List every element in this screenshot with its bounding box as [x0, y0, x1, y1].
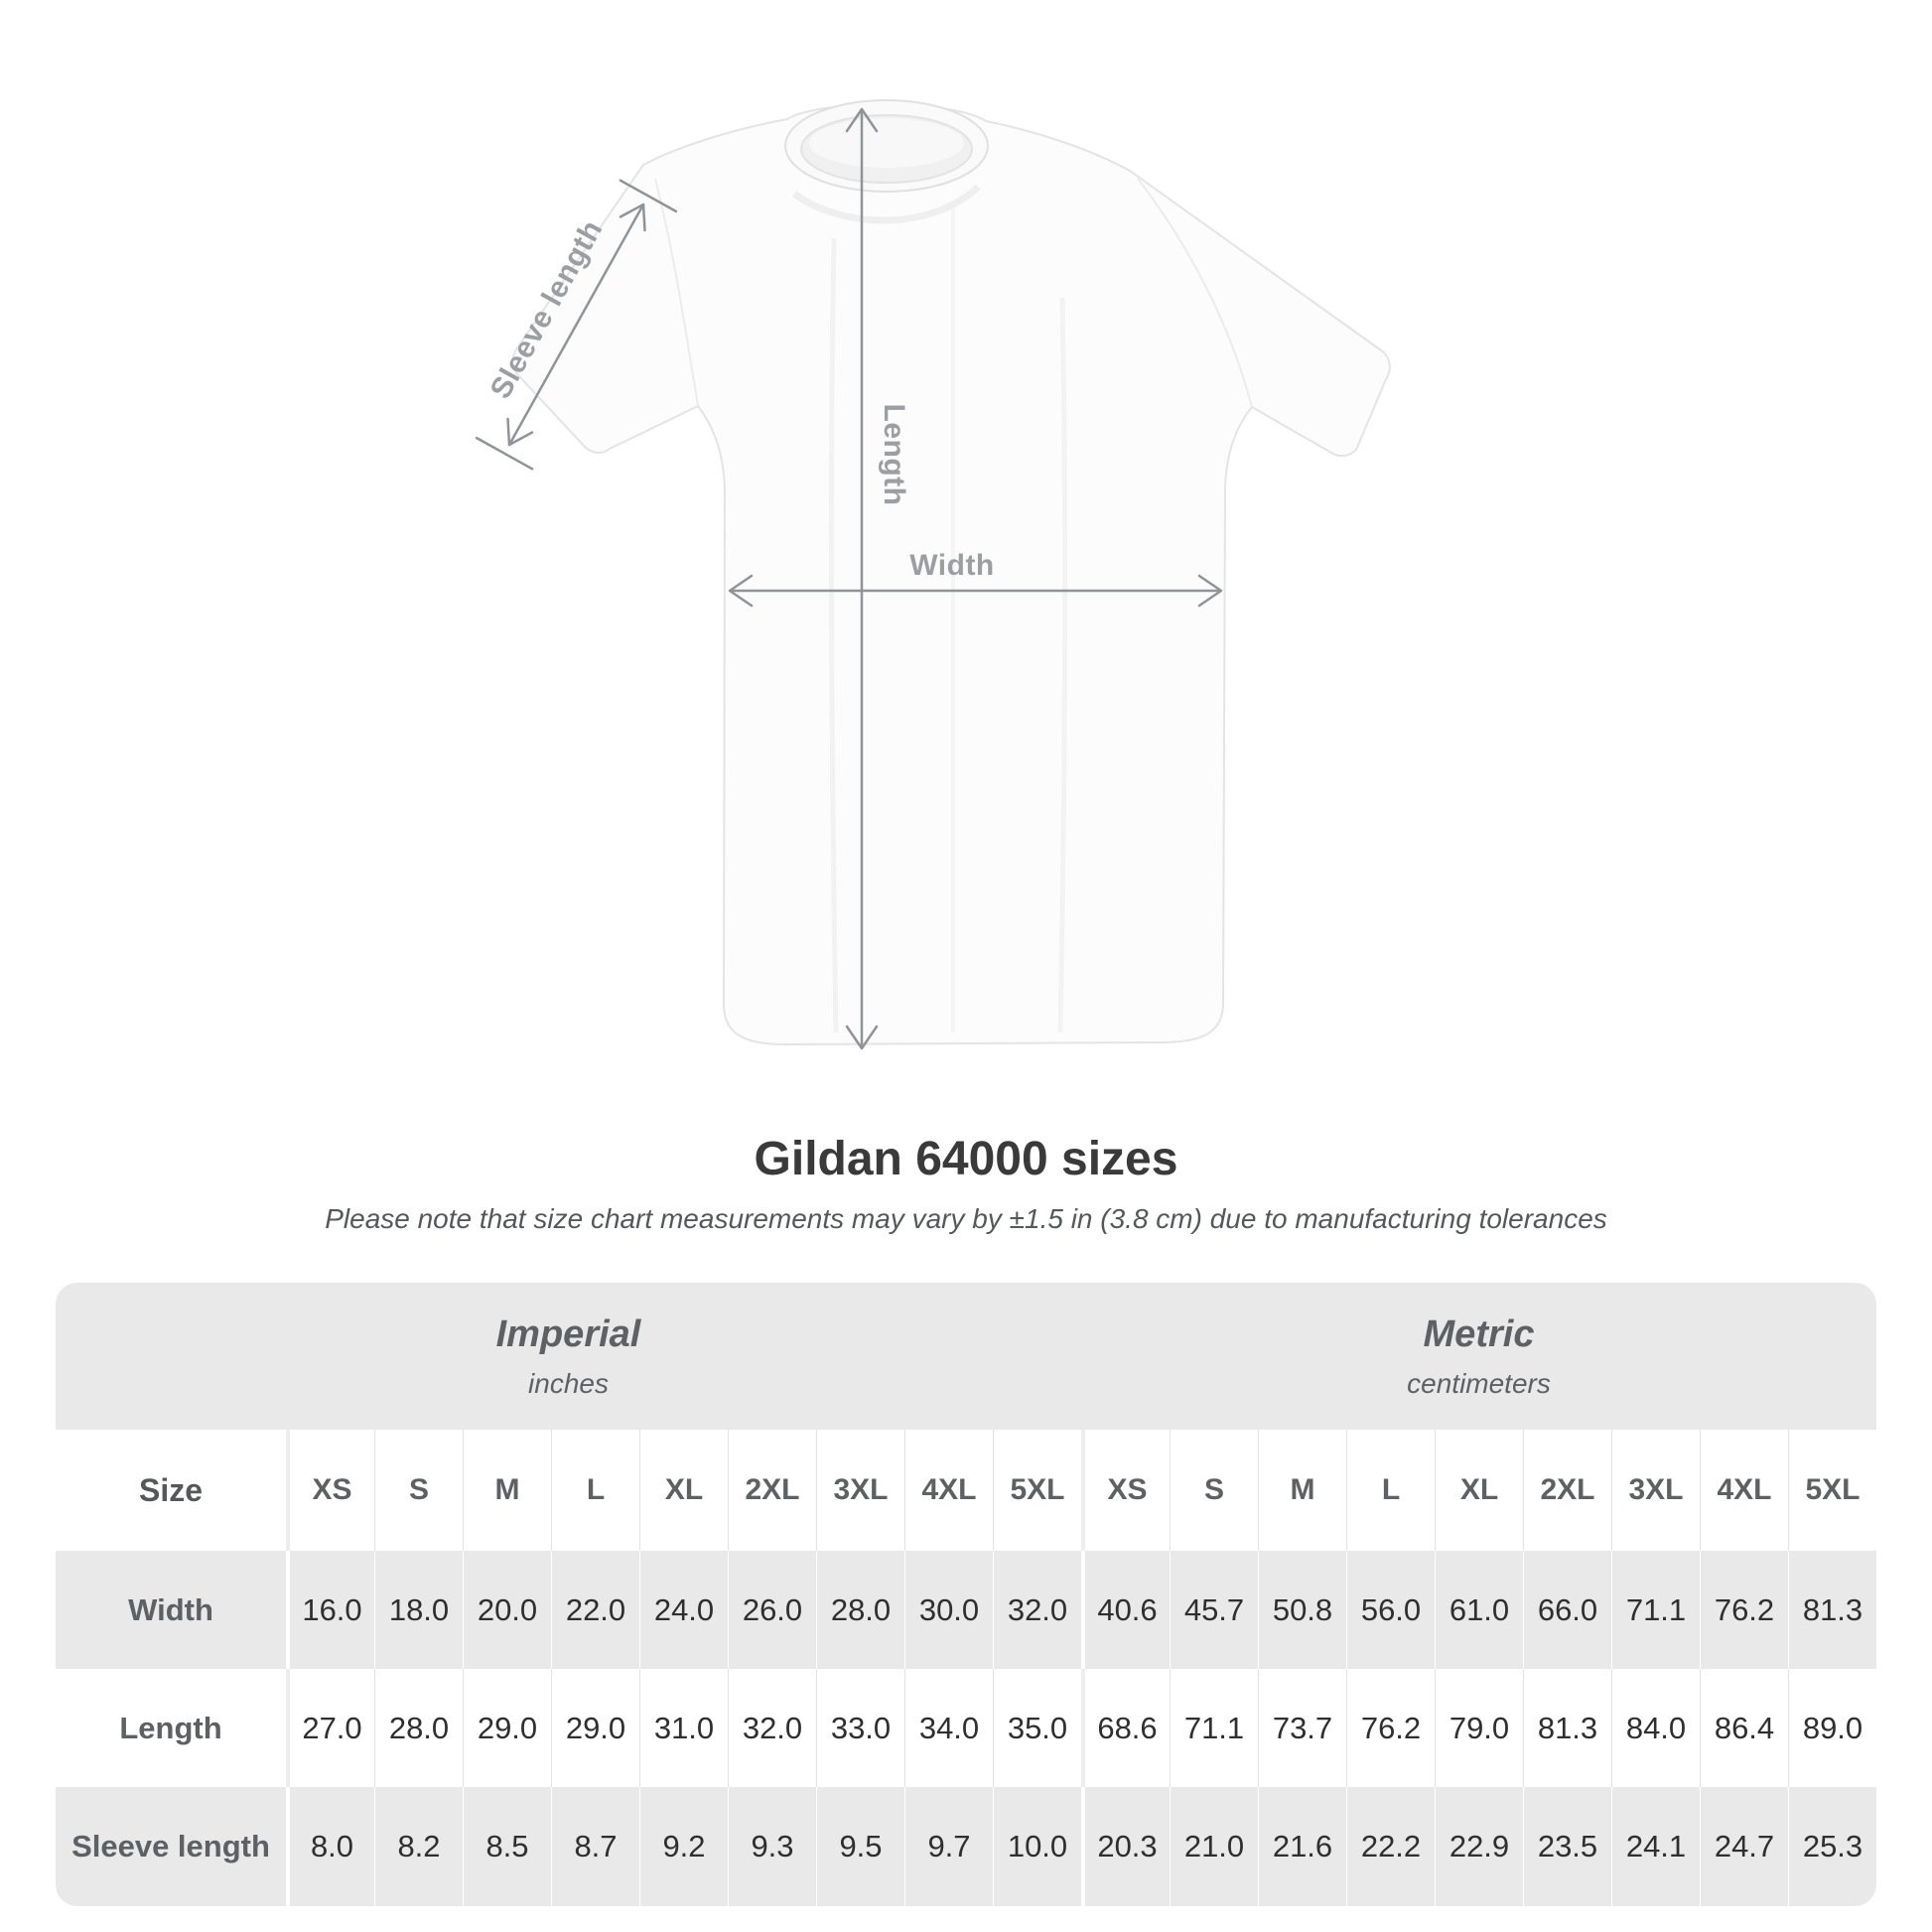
- cell-sleeve-length-imperial-3xl: 9.5: [816, 1787, 904, 1906]
- cell-length-metric-l: 76.2: [1346, 1669, 1435, 1787]
- sleeve-length-label: Sleeve length: [483, 214, 610, 405]
- cell-width-metric-xl: 61.0: [1435, 1551, 1523, 1669]
- cell-sleeve-length-imperial-2xl: 9.3: [728, 1787, 816, 1906]
- cell-sleeve-length-imperial-5xl: 10.0: [993, 1787, 1081, 1906]
- size-header-row: [56, 1430, 1876, 1551]
- table-row-sleeve-length: [56, 1787, 1876, 1906]
- table-row-length: [56, 1669, 1876, 1787]
- cell-length-metric-2xl: 81.3: [1523, 1669, 1611, 1787]
- size-header-metric-xs: XS: [1081, 1430, 1170, 1551]
- table-row-width: [56, 1551, 1876, 1669]
- cell-width-imperial-xs: 16.0: [286, 1551, 374, 1669]
- cell-sleeve-length-metric-m: 21.6: [1258, 1787, 1346, 1906]
- unit-group-label-metric: Metric: [1423, 1312, 1535, 1355]
- subtitle: Please note that size chart measurements may vary by ±1.5 in (3.8 cm) due to manufacturing tolerances: [325, 1203, 1607, 1234]
- size-header-imperial-2xl: 2XL: [728, 1430, 816, 1551]
- cell-sleeve-length-metric-xs: 20.3: [1081, 1787, 1170, 1906]
- cell-length-metric-4xl: 86.4: [1700, 1669, 1788, 1787]
- cell-width-imperial-5xl: 32.0: [993, 1551, 1081, 1669]
- cell-width-imperial-4xl: 30.0: [904, 1551, 993, 1669]
- unit-group-label-imperial: Imperial: [495, 1312, 641, 1355]
- cell-sleeve-length-metric-s: 21.0: [1170, 1787, 1258, 1906]
- cell-width-imperial-s: 18.0: [374, 1551, 463, 1669]
- cell-width-imperial-m: 20.0: [463, 1551, 551, 1669]
- cell-width-imperial-l: 22.0: [551, 1551, 639, 1669]
- size-header-metric-m: M: [1258, 1430, 1346, 1551]
- size-header-metric-s: S: [1170, 1430, 1258, 1551]
- cell-sleeve-length-imperial-xs: 8.0: [286, 1787, 374, 1906]
- cell-length-imperial-5xl: 35.0: [993, 1669, 1081, 1787]
- cell-length-imperial-4xl: 34.0: [904, 1669, 993, 1787]
- size-header-metric-l: L: [1346, 1430, 1435, 1551]
- cell-width-metric-2xl: 66.0: [1523, 1551, 1611, 1669]
- cell-length-metric-xs: 68.6: [1081, 1669, 1170, 1787]
- cell-width-metric-s: 45.7: [1170, 1551, 1258, 1669]
- size-header-imperial-xl: XL: [639, 1430, 728, 1551]
- cell-length-metric-xl: 79.0: [1435, 1669, 1523, 1787]
- cell-length-imperial-2xl: 32.0: [728, 1669, 816, 1787]
- cell-length-imperial-xs: 27.0: [286, 1669, 374, 1787]
- size-header-metric-xl: XL: [1435, 1430, 1523, 1551]
- cell-sleeve-length-metric-5xl: 25.3: [1788, 1787, 1876, 1906]
- cell-sleeve-length-metric-l: 22.2: [1346, 1787, 1435, 1906]
- page-title: Gildan 64000 sizes: [754, 1133, 1178, 1185]
- cell-length-imperial-3xl: 33.0: [816, 1669, 904, 1787]
- cell-length-metric-m: 73.7: [1258, 1669, 1346, 1787]
- cell-sleeve-length-imperial-xl: 9.2: [639, 1787, 728, 1906]
- width-label: Width: [909, 549, 995, 582]
- length-label: Length: [878, 403, 910, 506]
- row-label-length: Length: [119, 1710, 222, 1745]
- cell-width-imperial-3xl: 28.0: [816, 1551, 904, 1669]
- cell-width-metric-3xl: 71.1: [1611, 1551, 1700, 1669]
- cell-width-imperial-2xl: 26.0: [728, 1551, 816, 1669]
- cell-sleeve-length-metric-4xl: 24.7: [1700, 1787, 1788, 1906]
- cell-width-metric-xs: 40.6: [1081, 1551, 1170, 1669]
- cell-sleeve-length-imperial-4xl: 9.7: [904, 1787, 993, 1906]
- cell-sleeve-length-metric-3xl: 24.1: [1611, 1787, 1700, 1906]
- size-header-metric-5xl: 5XL: [1788, 1430, 1876, 1551]
- size-header-metric-3xl: 3XL: [1611, 1430, 1700, 1551]
- collar-inner-highlight: [809, 118, 964, 168]
- size-table: [56, 1283, 1876, 1906]
- size-header-imperial-l: L: [551, 1430, 639, 1551]
- size-header-metric-4xl: 4XL: [1700, 1430, 1788, 1551]
- cell-width-metric-m: 50.8: [1258, 1551, 1346, 1669]
- size-header-imperial-3xl: 3XL: [816, 1430, 904, 1551]
- cell-sleeve-length-metric-xl: 22.9: [1435, 1787, 1523, 1906]
- cell-width-metric-5xl: 81.3: [1788, 1551, 1876, 1669]
- size-header-metric-2xl: 2XL: [1523, 1430, 1611, 1551]
- size-header-imperial-m: M: [463, 1430, 551, 1551]
- cell-length-metric-s: 71.1: [1170, 1669, 1258, 1787]
- cell-sleeve-length-imperial-s: 8.2: [374, 1787, 463, 1906]
- cell-length-imperial-l: 29.0: [551, 1669, 639, 1787]
- cell-length-metric-3xl: 84.0: [1611, 1669, 1700, 1787]
- unit-group-imperial: [56, 1283, 1081, 1430]
- size-header-imperial-s: S: [374, 1430, 463, 1551]
- row-label-sleeve-length: Sleeve length: [71, 1829, 270, 1863]
- cell-length-imperial-m: 29.0: [463, 1669, 551, 1787]
- cell-width-metric-l: 56.0: [1346, 1551, 1435, 1669]
- unit-group-sublabel-inches: inches: [528, 1367, 609, 1399]
- fabric-fold: [952, 208, 953, 1033]
- cell-sleeve-length-metric-2xl: 23.5: [1523, 1787, 1611, 1906]
- unit-group-header-row: [56, 1283, 1876, 1430]
- cell-length-metric-5xl: 89.0: [1788, 1669, 1876, 1787]
- row-label-width: Width: [128, 1591, 213, 1627]
- cell-length-imperial-xl: 31.0: [639, 1669, 728, 1787]
- cell-sleeve-length-imperial-m: 8.5: [463, 1787, 551, 1906]
- size-header-imperial-5xl: 5XL: [993, 1430, 1081, 1551]
- unit-group-metric: [1081, 1283, 1876, 1430]
- unit-group-sublabel-centimeters: centimeters: [1407, 1367, 1551, 1399]
- cell-length-imperial-s: 28.0: [374, 1669, 463, 1787]
- cell-sleeve-length-imperial-l: 8.7: [551, 1787, 639, 1906]
- size-header-imperial-xs: XS: [286, 1430, 374, 1551]
- cell-width-imperial-xl: 24.0: [639, 1551, 728, 1669]
- cell-width-metric-4xl: 76.2: [1700, 1551, 1788, 1669]
- size-column-header: Size: [138, 1471, 204, 1508]
- size-header-imperial-4xl: 4XL: [904, 1430, 993, 1551]
